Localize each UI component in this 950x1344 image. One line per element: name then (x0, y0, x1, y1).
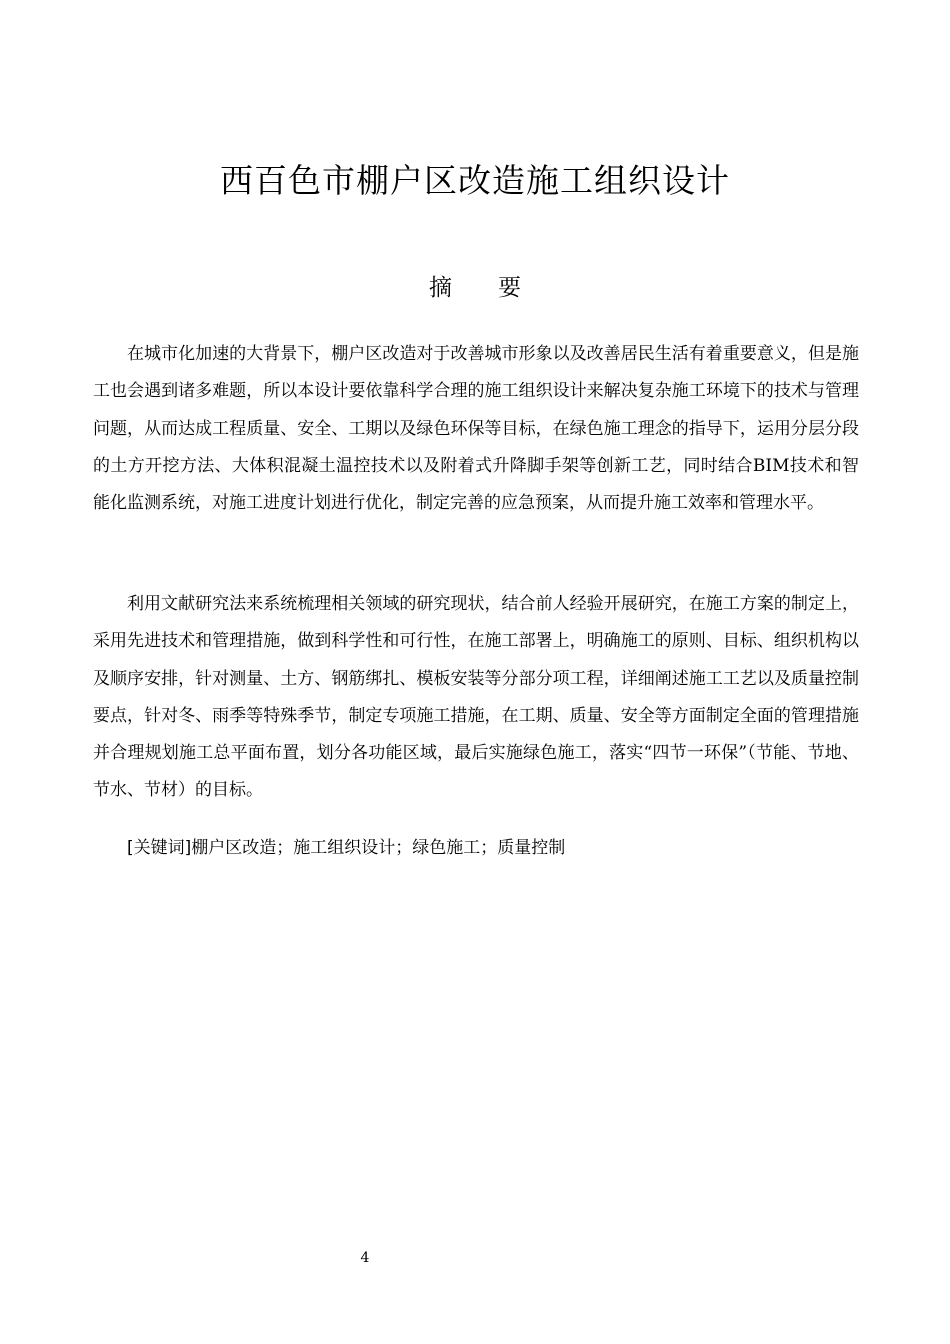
keywords-label: [关键词] (127, 838, 192, 858)
abstract-heading-char-1: 摘 (429, 275, 452, 301)
abstract-paragraph-1: 在城市化加速的大背景下，棚户区改造对于改善城市形象以及改善居民生活有着重要意义，但是施工也会遇到诸多难题，所以本设计要依靠科学合理的施工组织设计来解决复杂施工环境下的技术与管理问题，从而达成工程质量、安全、工期以及绿色环保等目标，在绿色施工理念的指导下，运用分层分段的土方开挖方法、大体积混凝土温控技术以及附着式升降脚手架等创新工艺，同时结合BIM技术和智能化监测系统，对施工进度计划进行优化，制定完善的应急预案，从而提升施工效率和管理水平。 (93, 344, 859, 514)
document-title: 西百色市棚户区改造施工组织设计 (220, 161, 730, 200)
page-number: 4 (360, 1250, 370, 1266)
keywords-text: 棚户区改造；施工组织设计；绿色施工；质量控制 (191, 838, 566, 858)
abstract-heading (0, 270, 950, 306)
keywords-line (127, 830, 565, 867)
abstract-heading-char-2: 要 (498, 275, 521, 301)
abstract-paragraph-2: 利用文献研究法来系统梳理相关领域的研究现状，结合前人经验开展研究，在施工方案的制定上，采用先进技术和管理措施，做到科学性和可行性，在施工部署上，明确施工的原则、目标、组织机构以及顺序安排，针对测量、土方、钢筋绑扎、模板安装等分部分项工程，详细阐述施工工艺以及质量控制要点，针对冬、雨季等特殊季节，制定专项施工措施，在工期、质量、安全等方面制定全面的管理措施并合理规划施工总平面布置，划分各功能区域，最后实施绿色施工，落实“四节一环保”（节能、节地、节水、节材）的目标。 (93, 594, 859, 801)
